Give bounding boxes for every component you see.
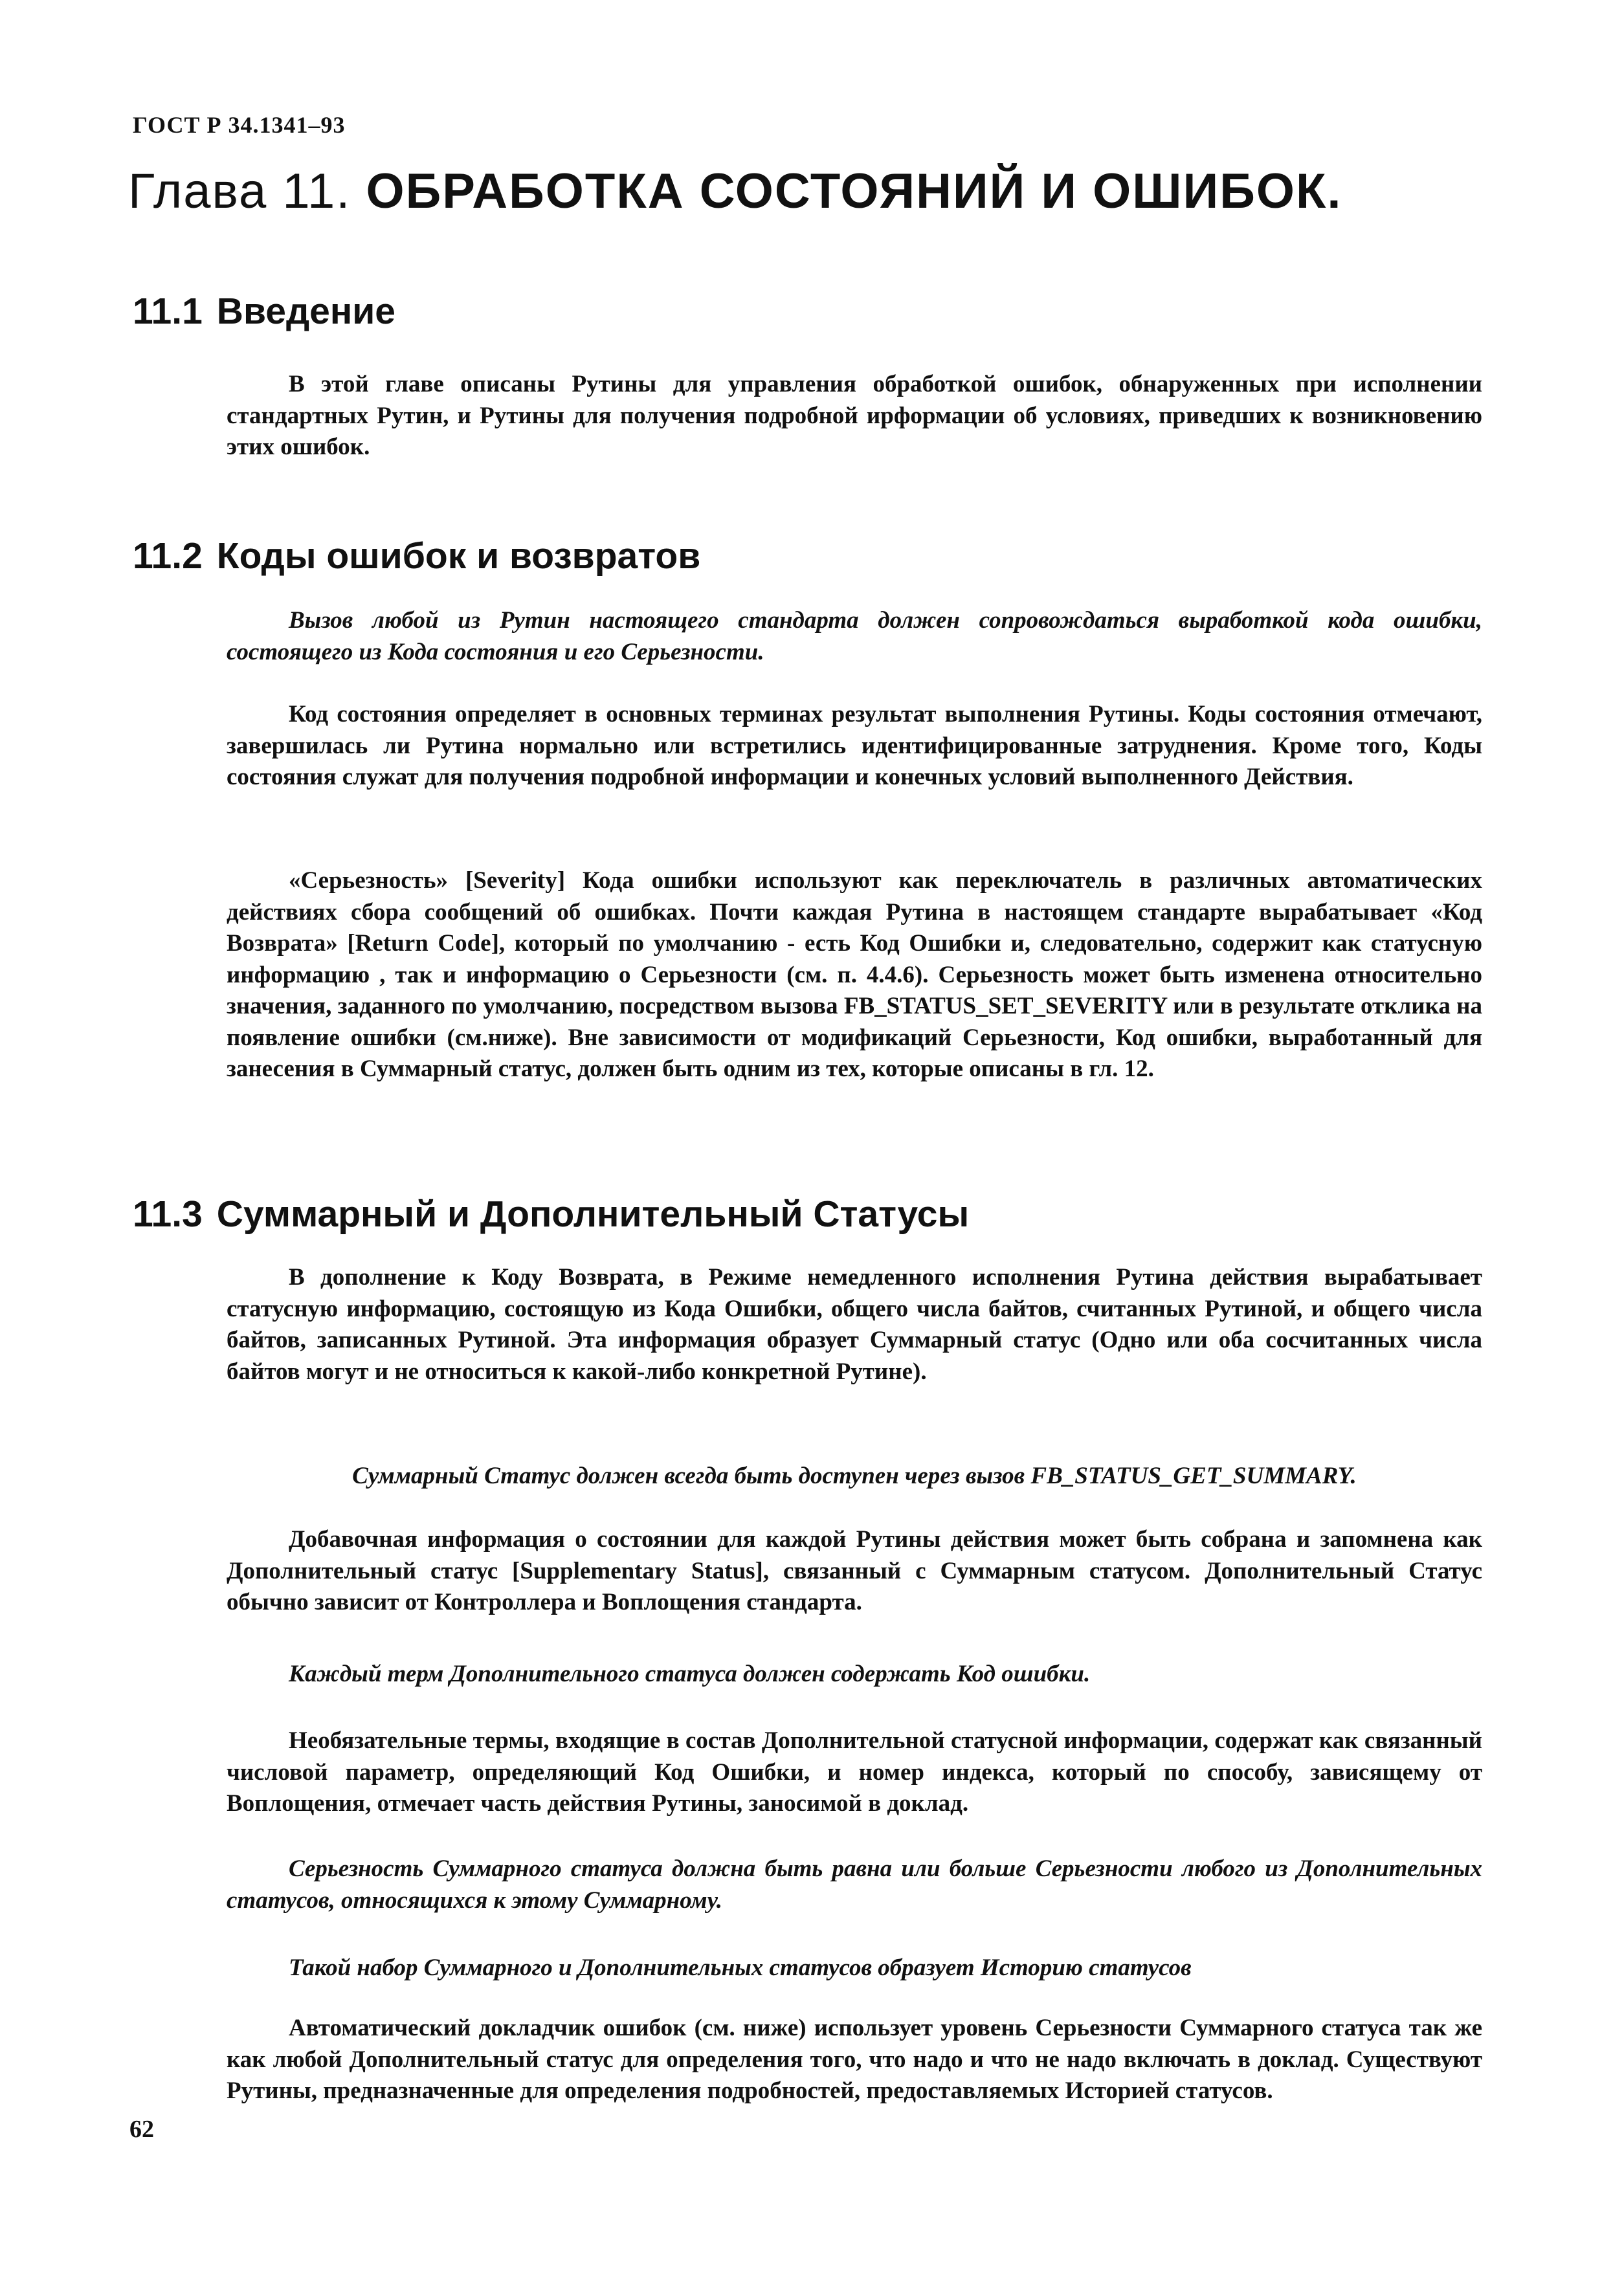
paragraph: Добавочная информация о состоянии для каждой Рутины действия может быть собрана и запомнена как Дополнительный статус [Supplementary Status], связанный с Суммарным статусом. Дополнительный Статус обычно зависит от Контроллера и Воплощения стандарта. bbox=[227, 1526, 1482, 1615]
paragraph: Код состояния определяет в основных терминах результат выполнения Рутины. Коды состояния отмечают, завершилась ли Рутина нормально или встретились идентифицированные затруднения. Кроме того, Коды состояния служат для получения подробной информации и конечных условий выполненного Действия. bbox=[227, 701, 1482, 790]
section-title: Суммарный и Дополнительный Статусы bbox=[216, 1193, 970, 1235]
paragraph: Необязательные термы, входящие в состав Дополнительной статусной информации, содержат как связанный числовой параметр, определяющий Код Ошибки, и номер индекса, который по способу, зависящему от Воплощения, отмечает часть действия Рутины, заносимой в доклад. bbox=[227, 1727, 1482, 1817]
document-id: ГОСТ Р 34.1341–93 bbox=[133, 112, 346, 138]
section-heading-11-2 bbox=[133, 535, 700, 577]
paragraph-requirement: Такой набор Суммарного и Дополнительных статусов образует Историю статусов bbox=[289, 1955, 1192, 1981]
chapter-title-text: ОБРАБОТКА СОСТОЯНИЙ И ОШИБОК. bbox=[366, 164, 1342, 219]
paragraph-requirement: Серьезность Суммарного статуса должна быть равна или больше Серьезности любого из Дополнительных статусов, относящихся к этому Суммарному. bbox=[227, 1856, 1482, 1914]
section-heading-11-3 bbox=[133, 1193, 969, 1235]
paragraph: «Серьезность» [Severity] Кода ошибки используют как переключатель в различных автоматических действиях сбора сообщений об ошибках. Почти каждая Рутина в настоящем стандарте вырабатывает «Код Возврата» [Return Code], который по умолчанию - есть Код Ошибки и, следовательно, содержит как статусную информацию , так и информацию о Серьезности (см. п. 4.4.6). Серьезность может быть изменена относительно значения, заданного по умолчанию, посредством вызова FB_STATUS_SET_SEVERITY или в результате отклика на появление ошибки (см.ниже). Вне зависимости от модификаций Серьезности, Код ошибки, выработанный для занесения в Суммарный статус, должен быть одним из тех, которые описаны в гл. 12. bbox=[227, 867, 1482, 1082]
section-title: Коды ошибок и возвратов bbox=[216, 535, 701, 577]
section-title: Введение bbox=[216, 291, 396, 332]
section-number: 11.3 bbox=[133, 1193, 203, 1235]
section-number: 11.1 bbox=[133, 291, 203, 332]
chapter-label: Глава 11. bbox=[128, 164, 351, 219]
paragraph-requirement: Каждый терм Дополнительного статуса должен содержать Код ошибки. bbox=[289, 1661, 1091, 1687]
section-number: 11.2 bbox=[133, 535, 203, 577]
chapter-title bbox=[128, 163, 1342, 219]
paragraph-requirement: Вызов любой из Рутин настоящего стандарта должен сопровождаться выработкой кода ошибки, состоящего из Кода состояния и его Серьезности. bbox=[227, 607, 1482, 665]
paragraph: Автоматический докладчик ошибок (см. ниже) использует уровень Серьезности Суммарного статуса так же как любой Дополнительный статус для определения того, что надо и что не надо включать в доклад. Существуют Рутины, предназначенные для определения подробностей, предоставляемых Историей статусов. bbox=[227, 2015, 1482, 2104]
paragraph: В этой главе описаны Рутины для управления обработкой ошибок, обнаруженных при исполнении стандартных Рутин, и Рутины для получения подробной ирформации об условиях, приведших к возникновению этих ошибок. bbox=[227, 371, 1482, 460]
paragraph: В дополнение к Коду Возврата, в Режиме немедленного исполнения Рутина действия вырабатывает статусную информацию, состоящую из Кода Ошибки, общего числа байтов, считанных Рутиной, и общего числа байтов, записанных Рутиной. Эта информация образует Суммарный статус (Одно или оба сосчитанных числа байтов могут и не относиться к какой-либо конкретной Рутине). bbox=[227, 1264, 1482, 1385]
page-number: 62 bbox=[129, 2116, 154, 2143]
paragraph-requirement: Суммарный Статус должен всегда быть доступен через вызов FB_STATUS_GET_SUMMARY. bbox=[352, 1463, 1357, 1489]
section-heading-11-1 bbox=[133, 290, 395, 333]
